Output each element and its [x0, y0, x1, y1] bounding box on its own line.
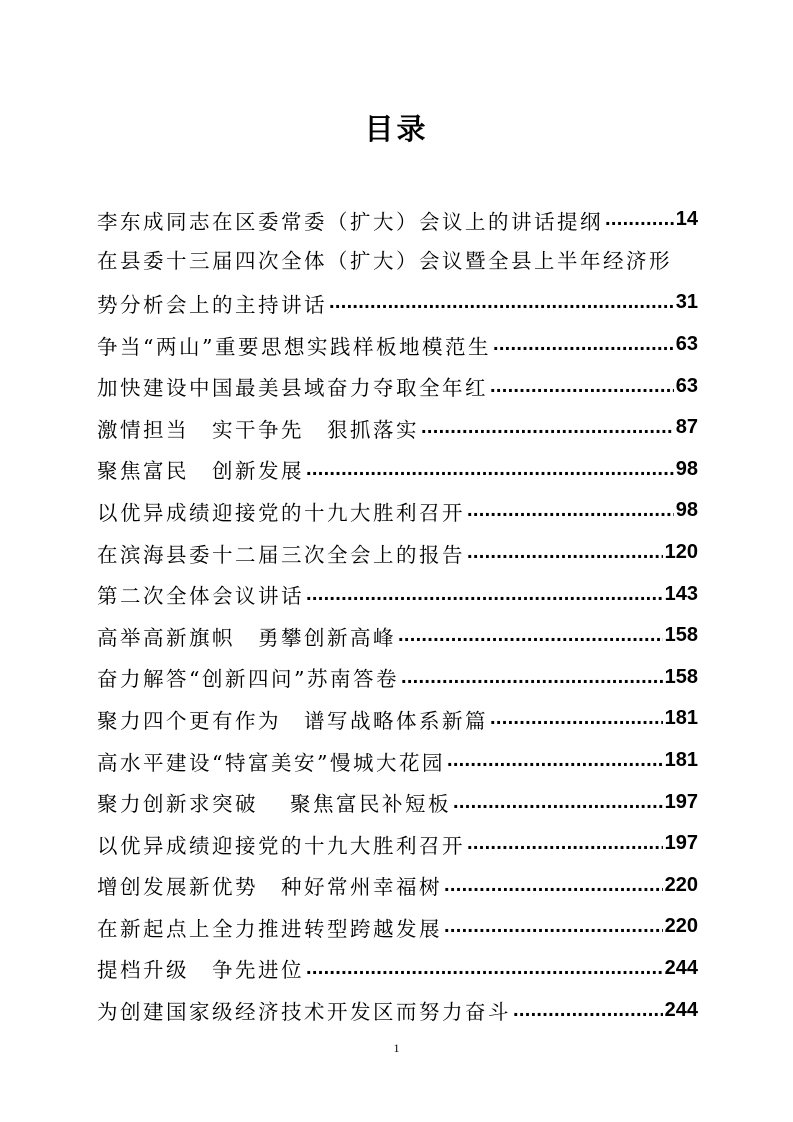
toc-entry-text: 以优异成绩迎接党的十九大胜利召开 — [97, 833, 465, 858]
toc-page-number: 158 — [664, 624, 698, 647]
toc-entry[interactable] — [97, 906, 698, 948]
toc-entry[interactable] — [97, 365, 698, 407]
toc-entry-text: 聚力四个更有作为 谱写战略体系新篇 — [97, 708, 488, 733]
toc-entry-text: 激情担当 实干争先 狠抓落实 — [97, 417, 419, 442]
toc-entry-text: 提档升级 争先进位 — [97, 958, 304, 983]
toc-page-number: 31 — [675, 291, 698, 314]
toc-entry[interactable] — [97, 573, 698, 615]
toc-list — [97, 199, 698, 1031]
toc-entry-text: 在新起点上全力推进转型跨越发展 — [97, 916, 442, 941]
toc-entry-text: 聚焦富民 创新发展 — [97, 459, 304, 484]
toc-entry[interactable] — [97, 615, 698, 657]
toc-leader-dots — [447, 749, 663, 772]
toc-entry[interactable] — [97, 698, 698, 740]
toc-leader-dots — [467, 499, 674, 522]
toc-entry[interactable] — [97, 989, 698, 1031]
toc-leader-dots — [329, 291, 674, 314]
toc-page-number: 120 — [664, 541, 698, 564]
toc-leader-dots — [398, 624, 663, 647]
toc-leader-dots — [453, 791, 663, 814]
toc-entry[interactable] — [97, 449, 698, 491]
toc-page-number: 220 — [664, 915, 698, 938]
toc-entry-text: 加快建设中国最美县域奋力夺取全年红 — [97, 376, 488, 401]
toc-leader-dots — [467, 541, 663, 564]
toc-page-number: 87 — [675, 416, 698, 439]
toc-page-number: 181 — [664, 749, 698, 772]
toc-entry[interactable] — [97, 324, 698, 366]
toc-page-number: 143 — [664, 582, 698, 605]
toc-leader-dots — [306, 957, 663, 980]
toc-entry[interactable] — [97, 781, 698, 823]
toc-leader-dots — [493, 333, 674, 356]
toc-entry-text: 高水平建设“特富美安”慢城大花园 — [97, 750, 445, 775]
toc-leader-dots — [306, 583, 663, 606]
toc-entry[interactable] — [97, 740, 698, 782]
toc-entry[interactable] — [97, 282, 698, 324]
toc-leader-dots — [490, 375, 674, 398]
toc-page-number: 14 — [675, 208, 698, 231]
toc-page-number: 63 — [675, 333, 698, 356]
toc-entry-text: 奋力解答“创新四问”苏南答卷 — [97, 667, 399, 692]
toc-page-number: 158 — [664, 665, 698, 688]
toc-leader-dots — [306, 458, 674, 481]
toc-page-number: 197 — [664, 790, 698, 813]
toc-entry[interactable] — [97, 948, 698, 990]
page-number-footer: 1 — [393, 1041, 400, 1055]
toc-page-number: 181 — [664, 707, 698, 730]
toc-leader-dots — [401, 666, 663, 689]
toc-entry-text: 为创建国家级经济技术开发区而努力奋斗 — [97, 1000, 511, 1025]
toc-entry[interactable] — [97, 407, 698, 449]
toc-entry-text: 李东成同志在区委常委（扩大）会议上的讲话提纲 — [97, 209, 603, 234]
toc-entry-text: 争当“两山”重要思想实践样板地模范生 — [97, 334, 491, 359]
toc-leader-dots — [490, 707, 663, 730]
toc-entry-text: 势分析会上的主持讲话 — [97, 292, 327, 317]
toc-page-number: 220 — [664, 873, 698, 896]
toc-leader-dots — [605, 208, 674, 231]
toc-leader-dots — [467, 832, 663, 855]
toc-entry[interactable] — [97, 490, 698, 532]
toc-entry-text: 高举高新旗帜 勇攀创新高峰 — [97, 625, 396, 650]
toc-leader-dots — [444, 874, 663, 897]
toc-entry[interactable] — [97, 823, 698, 865]
toc-leader-dots — [444, 915, 663, 938]
toc-page-number: 244 — [664, 956, 698, 979]
toc-entry-text: 在县委十三届四次全体（扩大）会议暨全县上半年经济形 — [97, 248, 672, 273]
toc-entry-text: 第二次全体会议讲话 — [97, 584, 304, 609]
toc-page-number: 98 — [675, 499, 698, 522]
toc-page-number: 197 — [664, 832, 698, 855]
toc-page-number: 98 — [675, 457, 698, 480]
toc-entry-text: 增创发展新优势 种好常州幸福树 — [97, 875, 442, 900]
toc-page-number: 63 — [675, 374, 698, 397]
toc-entry[interactable] — [97, 657, 698, 699]
toc-entry[interactable] — [97, 241, 698, 283]
toc-leader-dots — [513, 999, 663, 1022]
toc-entry[interactable] — [97, 865, 698, 907]
toc-entry-text: 以优异成绩迎接党的十九大胜利召开 — [97, 500, 465, 525]
toc-entry[interactable] — [97, 532, 698, 574]
toc-title: 目录 — [364, 112, 429, 147]
toc-entry-text: 聚力创新求突破 聚焦富民补短板 — [97, 792, 452, 817]
toc-page-number: 244 — [664, 998, 698, 1021]
toc-entry-text: 在滨海县委十二届三次全会上的报告 — [97, 542, 465, 567]
toc-leader-dots — [421, 416, 674, 439]
toc-entry[interactable] — [97, 199, 698, 241]
